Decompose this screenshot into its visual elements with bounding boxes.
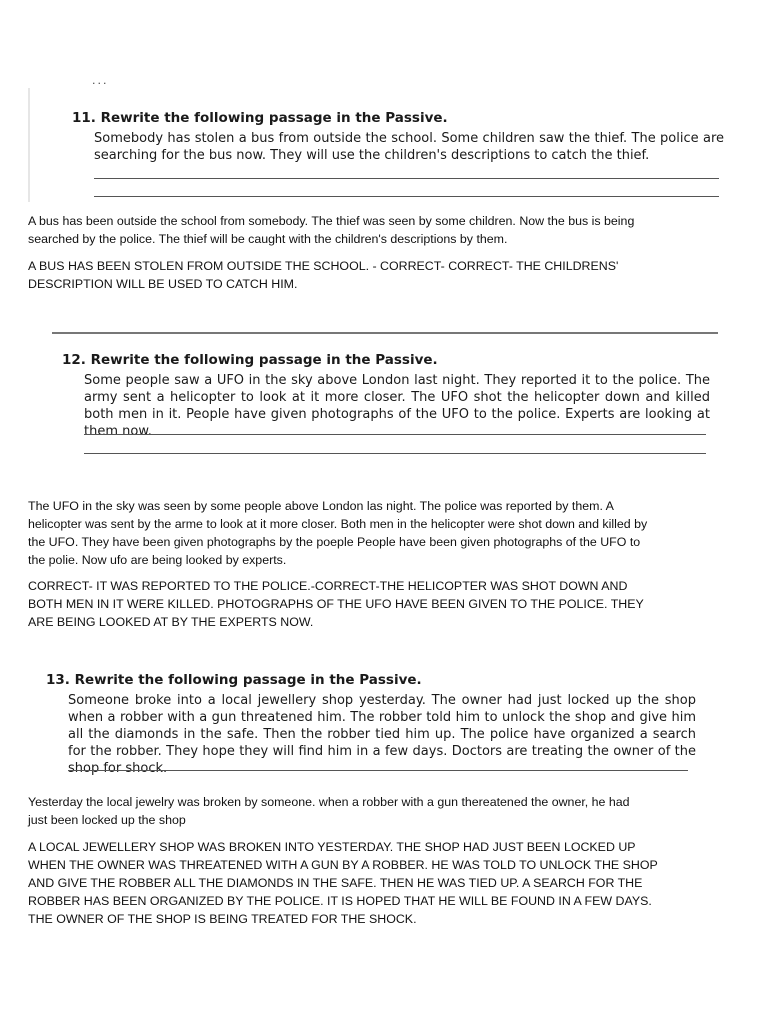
question-13 (46, 672, 696, 777)
answer-line (84, 434, 706, 435)
answer-line (84, 453, 706, 454)
question-13-title: 13. Rewrite the following passage in the Passive. (46, 672, 422, 688)
scan-edge (28, 88, 30, 202)
question-13-passage: Someone broke into a local jewellery shop yesterday. The owner had just locked up the shop when a robber with a gun threatened him. The robber told him to unlock the shop and give him all the diamonds in the safe. Then the robber tied him up. The police have organized a search for the robber. They hope they will find him in a few days. Doctors are treating the owner of the shop for shock. (68, 693, 696, 776)
question-12-title: 12. Rewrite the following passage in the Passive. (62, 352, 438, 368)
question-11-title: 11. Rewrite the following passage in the Passive. (72, 110, 448, 126)
cropped-text-fragment: ... (92, 74, 109, 87)
student-answer-11: A bus has been outside the school from somebody. The thief was seen by some children. Now the bus is being searched by the police. The thief will be caught with the children's descriptions by them. (28, 214, 635, 246)
question-11-passage: Somebody has stolen a bus from outside the school. Some children saw the thief. The police are searching for the bus now. They will use the children's descriptions to catch the thief. (94, 131, 724, 163)
correction-13: A LOCAL JEWELLERY SHOP WAS BROKEN INTO YESTERDAY. THE SHOP HAD JUST BEEN LOCKED UP WHEN THE OWNER WAS THREATENED WITH A GUN BY A ROBBER. HE WAS TOLD TO UNLOCK THE SHOP AND GIVE THE ROBBER ALL THE DIAMONDS IN THE SAFE. THEN HE WAS TIED UP. A SEARCH FOR THE ROBBER HAS BEEN ORGANIZED BY THE POLICE. IT IS HOPED THAT HE WILL BE FOUND IN A FEW DAYS. THE OWNER OF THE SHOP IS BEING TREATED FOR THE SHOCK. (28, 840, 658, 926)
question-12 (62, 352, 710, 440)
answer-line (68, 770, 688, 771)
question-11 (72, 110, 724, 164)
section-divider (52, 332, 718, 334)
student-answer-12: The UFO in the sky was seen by some people above London las night. The police was reported by them. A helicopter was sent by the arme to look at it more closer. Both men in the helicopter were shot down and killed by the UFO. They have been given photographs by the poeple People have been given photographs of the UFO to the polie. Now ufo are being looked by experts. (28, 499, 648, 567)
question-12-passage: Some people saw a UFO in the sky above London last night. They reported it to the police. The army sent a helicopter to look at it more closer. The UFO shot the helicopter down and killed both men in it. People have given photographs of the UFO to the police. Experts are looking at them now. (84, 373, 710, 439)
correction-11: A BUS HAS BEEN STOLEN FROM OUTSIDE THE SCHOOL. - CORRECT- CORRECT- THE CHILDRENS' DESCRIPTION WILL BE USED TO CATCH HIM. (28, 259, 619, 291)
correction-12: CORRECT- IT WAS REPORTED TO THE POLICE.-CORRECT-THE HELICOPTER WAS SHOT DOWN AND BOTH MEN IN IT WERE KILLED. PHOTOGRAPHS OF THE UFO HAVE BEEN GIVEN TO THE POLICE. THEY ARE BEING LOOKED AT BY THE EXPERTS NOW. (28, 579, 644, 629)
answer-line (94, 196, 719, 197)
student-answer-13: Yesterday the local jewelry was broken by someone. when a robber with a gun thereatened the owner, he had just been locked up the shop (28, 795, 630, 827)
answer-line (94, 178, 719, 179)
